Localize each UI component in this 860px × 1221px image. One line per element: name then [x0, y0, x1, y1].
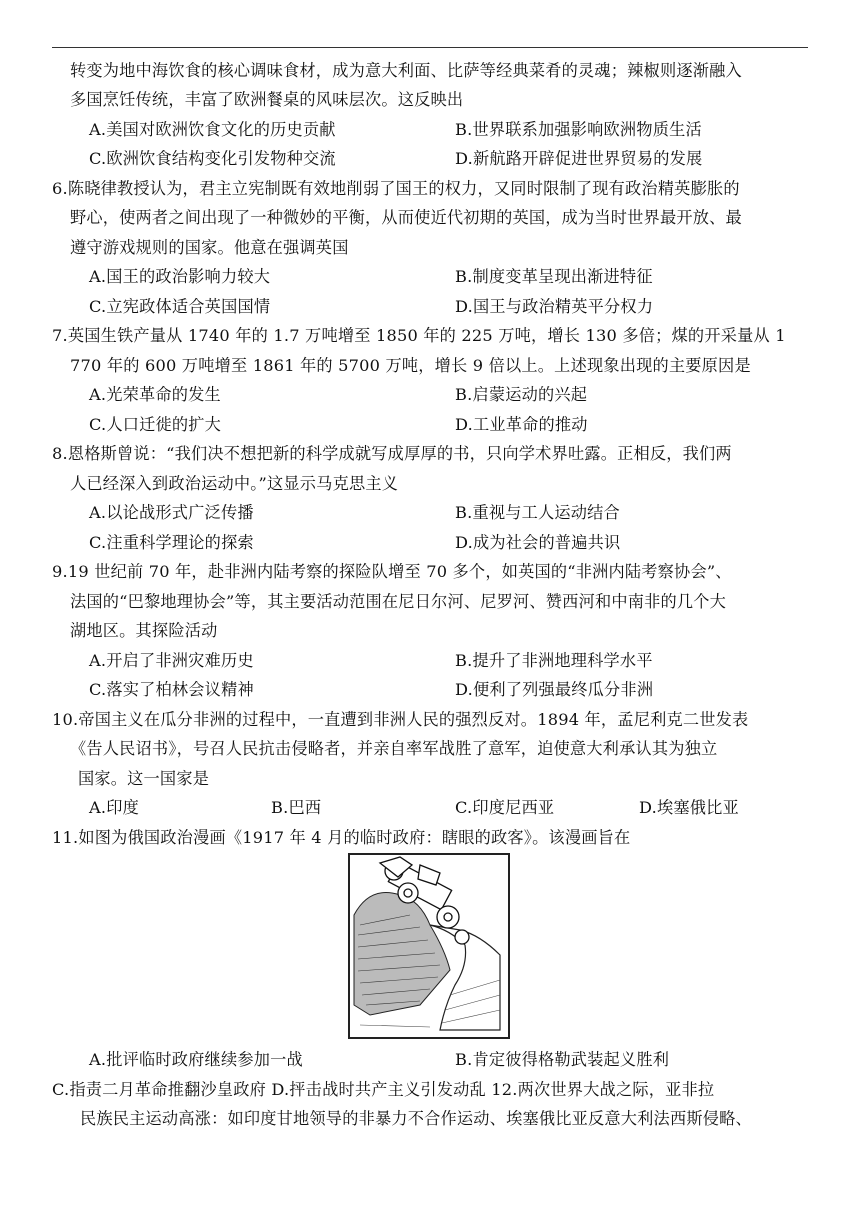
q9-option-d: D.便利了列强最终瓜分非洲 — [455, 680, 654, 699]
q8-option-a: A.以论战形式广泛传播 — [89, 503, 254, 522]
q8-stem-line-2: 人已经深入到政治运动中。”这显示马克思主义 — [70, 474, 399, 493]
q10-option-b: B.巴西 — [271, 798, 322, 817]
q12-stem-line-2: 民族民主运动高涨：如印度甘地领导的非暴力不合作运动、埃塞俄比亚反意大利法西斯侵略、 — [80, 1109, 752, 1128]
header-rule — [52, 47, 808, 48]
cartoon-illustration — [350, 855, 508, 1037]
q6-stem-line-2: 野心，使两者之间出现了一种微妙的平衡，从而使近代初期的英国，成为当时世界最开放、最 — [70, 208, 742, 227]
q11-option-b: B.肯定彼得格勒武装起义胜利 — [455, 1050, 670, 1069]
q6-stem-line-3: 遵守游戏规则的国家。他意在强调英国 — [70, 238, 349, 257]
q8-option-d: D.成为社会的普遍共识 — [455, 533, 621, 552]
q10-stem-line-3: 国家。这一国家是 — [78, 769, 210, 788]
q11-option-a: A.批评临时政府继续参加一战 — [89, 1050, 303, 1069]
q9-option-c: C.落实了柏林会议精神 — [89, 680, 254, 699]
q5-option-d: D.新航路开辟促进世界贸易的发展 — [455, 149, 703, 168]
q7-option-a: A.光荣革命的发生 — [89, 385, 221, 404]
q5-option-c: C.欧洲饮食结构变化引发物种交流 — [89, 149, 336, 168]
q9-option-a: A.开启了非洲灾难历史 — [89, 651, 254, 670]
q11-stem-line-1: 11.如图为俄国政治漫画《1917 年 4 月的临时政府：瞎眼的政客》。该漫画旨在 — [52, 828, 631, 847]
q9-stem-line-2: 法国的“巴黎地理协会”等，其主要活动范围在尼日尔河、尼罗河、赞西河和中南非的几个大 — [70, 592, 727, 611]
q7-stem-line-1: 7.英国生铁产量从 1740 年的 1.7 万吨增至 1850 年的 225 万吨，增长 130 多倍；煤的开采量从 1 — [52, 326, 786, 345]
q7-stem-line-2: 770 年的 600 万吨增至 1861 年的 5700 万吨，增长 9 倍以上。上述现象出现的主要原因是 — [70, 356, 751, 375]
q5-option-b: B.世界联系加强影响欧洲物质生活 — [455, 120, 702, 139]
q8-option-c: C.注重科学理论的探索 — [89, 533, 254, 552]
q6-option-a: A.国王的政治影响力较大 — [89, 267, 271, 286]
q5-stem-line-1: 转变为地中海饮食的核心调味食材，成为意大利面、比萨等经典菜肴的灵魂；辣椒则逐渐融入 — [70, 61, 742, 80]
q8-stem-line-1: 8.恩格斯曾说：“我们决不想把新的科学成就写成厚厚的书，只向学术界吐露。正相反，我们两 — [52, 444, 732, 463]
q7-option-b: B.启蒙运动的兴起 — [455, 385, 588, 404]
q10-option-d: D.埃塞俄比亚 — [639, 798, 739, 817]
q6-option-d: D.国王与政治精英平分权力 — [455, 297, 654, 316]
q10-stem-line-2: 《告人民诏书》，号召人民抗击侵略者，并亲自率军战胜了意军，迫使意大利承认其为独立 — [70, 739, 718, 758]
q10-option-c: C.印度尼西亚 — [455, 798, 555, 817]
q7-option-d: D.工业革命的推动 — [455, 415, 588, 434]
q8-option-b: B.重视与工人运动结合 — [455, 503, 620, 522]
q9-stem-line-1: 9.19 世纪前 70 年，赴非洲内陆考察的探险队增至 70 多个，如英国的“非洲内陆考察协会”、 — [52, 562, 732, 581]
q5-option-a: A.美国对欧洲饮食文化的历史贡献 — [89, 120, 336, 139]
q11-option-c-and-q12-stem: C.指责二月革命推翻沙皇政府 D.抨击战时共产主义引发动乱 12.两次世界大战之际，亚非拉 — [52, 1080, 715, 1099]
q9-option-b: B.提升了非洲地理科学水平 — [455, 651, 653, 670]
cartoon-figure — [348, 853, 510, 1039]
q6-option-b: B.制度变革呈现出渐进特征 — [455, 267, 653, 286]
q6-stem-line-1: 6.陈晓律教授认为，君主立宪制既有效地削弱了国王的权力，又同时限制了现有政治精英膨胀的 — [52, 179, 740, 198]
q5-stem-line-2: 多国烹饪传统，丰富了欧洲餐桌的风味层次。这反映出 — [70, 90, 464, 109]
q10-stem-line-1: 10.帝国主义在瓜分非洲的过程中，一直遭到非洲人民的强烈反对。1894 年，孟尼利克二世发表 — [52, 710, 749, 729]
q9-stem-line-3: 湖地区。其探险活动 — [70, 621, 218, 640]
q6-option-c: C.立宪政体适合英国国情 — [89, 297, 271, 316]
q10-option-a: A.印度 — [89, 798, 140, 817]
q7-option-c: C.人口迁徙的扩大 — [89, 415, 222, 434]
